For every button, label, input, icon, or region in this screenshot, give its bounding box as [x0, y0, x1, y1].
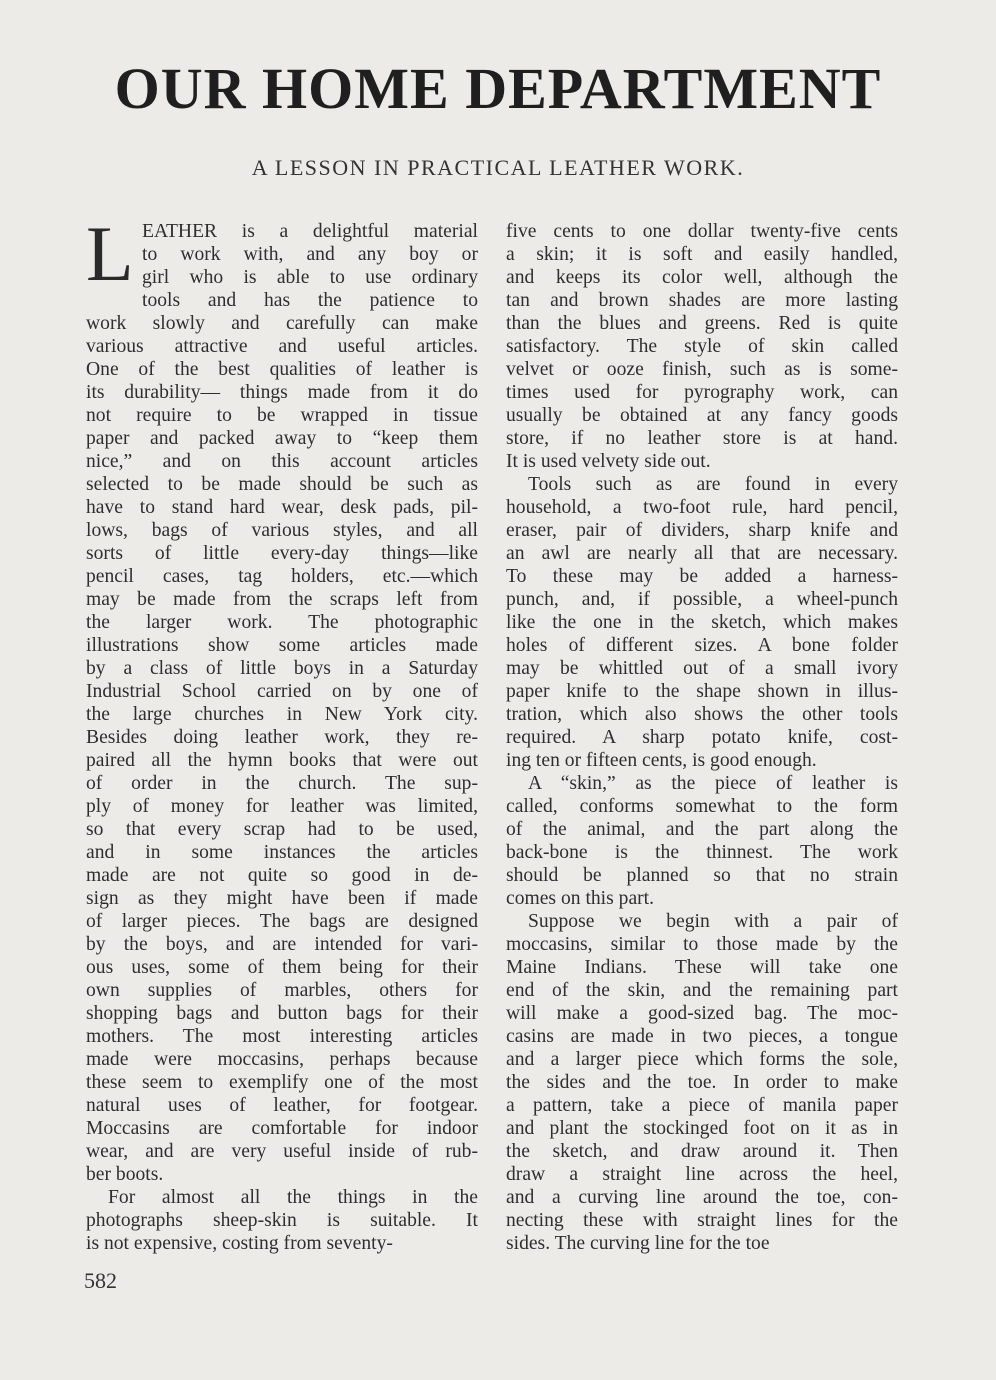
text-line: usually be obtained at any fancy goods	[506, 405, 898, 426]
text-line: tools and has the patience to	[142, 290, 478, 311]
text-line: may be whittled out of a small ivory	[506, 658, 898, 679]
text-line: One of the best qualities of leather is	[86, 359, 478, 380]
text-line: draw a straight line across the heel,	[506, 1164, 898, 1185]
text-line: shopping bags and button bags for their	[86, 1003, 478, 1024]
text-line: and a larger piece which forms the sole,	[506, 1049, 898, 1070]
text-line: paired all the hymn books that were out	[86, 750, 478, 771]
text-line: of order in the church. The sup-	[86, 773, 478, 794]
text-line: store, if no leather store is at hand.	[506, 428, 898, 449]
text-line: holes of different sizes. A bone folder	[506, 635, 898, 656]
text-line: photographs sheep-skin is suitable. It	[86, 1210, 478, 1231]
text-line: necting these with straight lines for the	[506, 1210, 898, 1231]
text-line: so that every scrap had to be used,	[86, 819, 478, 840]
left-column	[86, 220, 478, 1255]
text-line: sides. The curving line for the toe	[506, 1233, 770, 1254]
text-line: ply of money for leather was limited,	[86, 796, 478, 817]
text-line: lows, bags of various styles, and all	[86, 520, 478, 541]
text-line: Moccasins are comfortable for indoor	[86, 1118, 478, 1139]
text-line: an awl are nearly all that are necessary.	[506, 543, 898, 564]
text-line: called, conforms somewhat to the form	[506, 796, 898, 817]
text-line: work slowly and carefully can make	[86, 313, 478, 334]
text-line: moccasins, similar to those made by the	[506, 934, 898, 955]
drop-cap: L	[86, 210, 134, 297]
text-line: tration, which also shows the other tools	[506, 704, 898, 725]
text-line: paper and packed away to “keep them	[86, 428, 478, 449]
text-line: Maine Indians. These will take one	[506, 957, 898, 978]
text-line: sign as they might have been if made	[86, 888, 478, 909]
text-line: paper knife to the shape shown in illus-	[506, 681, 898, 702]
text-line: A “skin,” as the piece of leather is	[528, 773, 898, 794]
text-line: girl who is able to use ordinary	[142, 267, 478, 288]
text-line: to work with, and any boy or	[142, 244, 478, 265]
right-column	[506, 220, 898, 1255]
text-line: punch, and, if possible, a wheel-punch	[506, 589, 898, 610]
text-line: the large churches in New York city.	[86, 704, 478, 725]
text-line: by a class of little boys in a Saturday	[86, 658, 478, 679]
text-line: velvet or ooze finish, such as is some-	[506, 359, 898, 380]
text-line: the sides and the toe. In order to make	[506, 1072, 898, 1093]
text-line: the larger work. The photographic	[86, 612, 478, 633]
text-line: than the blues and greens. Red is quite	[506, 313, 898, 334]
text-line: pencil cases, tag holders, etc.—which	[86, 566, 478, 587]
text-line: EATHER is a delightful material	[142, 221, 478, 242]
text-line: and keeps its color well, although the	[506, 267, 898, 288]
text-line: ber boots.	[86, 1164, 164, 1185]
text-line: a skin; it is soft and easily handled,	[506, 244, 898, 265]
text-line: natural uses of leather, for footgear.	[86, 1095, 478, 1116]
text-line: sorts of little every-day things—like	[86, 543, 478, 564]
article-subtitle: A LESSON IN PRACTICAL LEATHER WORK.	[251, 155, 745, 180]
text-line: of larger pieces. The bags are designed	[86, 911, 478, 932]
text-line: and a curving line around the toe, con-	[506, 1187, 898, 1208]
text-line: household, a two-foot rule, hard pencil,	[506, 497, 898, 518]
text-line: Industrial School carried on by one of	[86, 681, 478, 702]
text-line: by the boys, and are intended for vari-	[86, 934, 478, 955]
page-title: OUR HOME DEPARTMENT	[114, 56, 882, 121]
text-line: satisfactory. The style of skin called	[506, 336, 898, 357]
text-line: is not expensive, costing from seventy-	[86, 1233, 393, 1254]
text-line: back-bone is the thinnest. The work	[506, 842, 898, 863]
text-line: ous uses, some of them being for their	[86, 957, 478, 978]
text-line: selected to be made should be such as	[86, 474, 478, 495]
text-line: will make a good-sized bag. The moc-	[506, 1003, 898, 1024]
text-line: not require to be wrapped in tissue	[86, 405, 478, 426]
text-line: To these may be added a harness-	[506, 566, 898, 587]
text-line: Tools such as are found in every	[528, 474, 898, 495]
text-line: illustrations show some articles made	[86, 635, 478, 656]
text-line: may be made from the scraps left from	[86, 589, 478, 610]
text-line: like the one in the sketch, which makes	[506, 612, 898, 633]
text-line: required. A sharp potato knife, cost-	[506, 727, 898, 748]
text-line: made are not quite so good in de-	[86, 865, 478, 886]
text-line: its durability— things made from it do	[86, 382, 478, 403]
text-line: wear, and are very useful inside of rub-	[86, 1141, 478, 1162]
text-line: times used for pyrography work, can	[506, 382, 898, 403]
text-line: and plant the stockinged foot on it as in	[506, 1118, 898, 1139]
text-line: ing ten or fifteen cents, is good enough.	[506, 750, 817, 771]
text-line: eraser, pair of dividers, sharp knife and	[506, 520, 898, 541]
text-line: have to stand hard wear, desk pads, pil-	[86, 497, 478, 518]
text-line: and in some instances the articles	[86, 842, 478, 863]
text-line: tan and brown shades are more lasting	[506, 290, 898, 311]
text-line: five cents to one dollar twenty-five cents	[506, 221, 898, 242]
text-line: a pattern, take a piece of manila paper	[506, 1095, 898, 1116]
text-line: comes on this part.	[506, 888, 655, 909]
text-line: casins are made in two pieces, a tongue	[506, 1026, 898, 1047]
text-line: these seem to exemplify one of the most	[86, 1072, 478, 1093]
text-line: mothers. The most interesting articles	[86, 1026, 478, 1047]
text-line: end of the skin, and the remaining part	[506, 980, 898, 1001]
text-line: For almost all the things in the	[108, 1187, 478, 1208]
text-line: the sketch, and draw around it. Then	[506, 1141, 898, 1162]
text-line: of the animal, and the part along the	[506, 819, 898, 840]
text-line: Suppose we begin with a pair of	[528, 911, 898, 932]
text-line: should be planned so that no strain	[506, 865, 898, 886]
text-line: various attractive and useful articles.	[86, 336, 478, 357]
text-line: It is used velvety side out.	[506, 451, 711, 472]
text-line: made were moccasins, perhaps because	[86, 1049, 478, 1070]
page-number: 582	[84, 1268, 117, 1293]
text-line: nice,” and on this account articles	[86, 451, 478, 472]
text-line: Besides doing leather work, they re-	[86, 727, 478, 748]
text-line: own supplies of marbles, others for	[86, 980, 478, 1001]
